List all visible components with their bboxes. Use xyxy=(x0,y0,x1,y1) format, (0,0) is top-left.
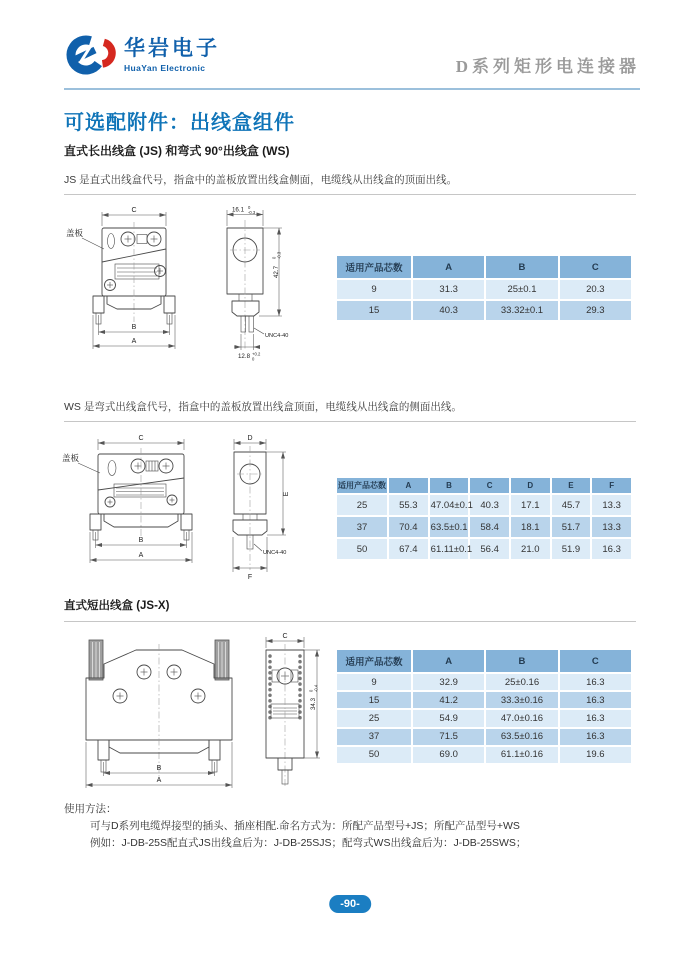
table-jsx xyxy=(335,648,633,765)
table-cell: 47.0±0.16 xyxy=(485,709,558,727)
dim-height-tol-lo: -0.4 xyxy=(313,684,319,692)
dim-c-label: C xyxy=(131,207,137,214)
dim-foot-tol-lo: 0 xyxy=(252,356,255,362)
dim-a-label: A xyxy=(131,338,137,345)
cover-plate-label: 盖板 xyxy=(66,228,84,238)
brand-name-en: HuaYan Electronic xyxy=(124,62,206,73)
table-cell: 25 xyxy=(336,709,412,727)
dim-height-value: 42.7 xyxy=(273,265,280,279)
table-cell: 16.3 xyxy=(591,538,632,560)
table-cell: 40.3 xyxy=(469,494,510,516)
page-number-badge: -90- xyxy=(329,895,371,913)
table-cell: 63.5±0.16 xyxy=(485,728,558,746)
js-description: JS 是直式出线盒代号，指盒中的盖板放置出线盒侧面，电缆线从出线盒的顶面出线。 xyxy=(64,172,636,195)
ws-description: WS 是弯式出线盒代号，指盒中的盖板放置出线盒顶面，电缆线从出线盒的侧面出线。 xyxy=(64,399,636,422)
table-cell: 71.5 xyxy=(412,728,485,746)
table-cell: 25±0.16 xyxy=(485,673,558,691)
table-cell: 40.3 xyxy=(412,300,485,321)
dim-width-tol-hi: 0 xyxy=(248,204,251,210)
column-header: A xyxy=(412,649,485,673)
column-header: C xyxy=(469,477,510,494)
table-row xyxy=(336,516,632,538)
table-cell: 18.1 xyxy=(510,516,551,538)
table-cell: 37 xyxy=(336,516,388,538)
table-js xyxy=(335,254,633,322)
table-row xyxy=(336,279,632,300)
dim-width-tol-lo: -0.3 xyxy=(248,209,256,215)
table-cell: 9 xyxy=(336,279,412,300)
js-dimension-table xyxy=(335,254,633,322)
column-header: B xyxy=(485,649,558,673)
jsx-dimension-table xyxy=(335,648,633,765)
column-header: B xyxy=(429,477,470,494)
table-cell: 51.7 xyxy=(551,516,592,538)
column-header: 适用产品芯数 xyxy=(336,255,412,279)
table-cell: 69.0 xyxy=(412,746,485,764)
column-header: B xyxy=(485,255,558,279)
table-row xyxy=(336,691,632,709)
table-cell: 32.9 xyxy=(412,673,485,691)
table-cell: 16.3 xyxy=(559,691,632,709)
table-cell: 61.11±0.1 xyxy=(429,538,470,560)
table-row xyxy=(336,728,632,746)
table-row xyxy=(336,673,632,691)
brand-name-cn: 华岩电子 xyxy=(124,37,220,61)
table-cell: 25 xyxy=(336,494,388,516)
jsx-outlet-box-drawing xyxy=(58,628,330,796)
table-cell: 17.1 xyxy=(510,494,551,516)
table-cell: 15 xyxy=(336,300,412,321)
table-cell: 47.04±0.1 xyxy=(429,494,470,516)
dim-c-label: C xyxy=(138,435,144,442)
section-subtitle: 直式长出线盒 (JS) 和弯式 90°出线盒 (WS) xyxy=(64,144,290,158)
table-cell: 61.1±0.16 xyxy=(485,746,558,764)
table-cell: 16.3 xyxy=(559,709,632,727)
usage-line-2: 例如：J-DB-25S配直式JS出线盒后为：J-DB-25SJS；配弯式WS出线盒后为：J-DB-25SWS； xyxy=(90,837,527,849)
section-title: 可选配附件：出线盒组件 xyxy=(64,112,295,134)
table-cell: 31.3 xyxy=(412,279,485,300)
table-cell: 51.9 xyxy=(551,538,592,560)
cover-plate-label: 盖板 xyxy=(62,453,80,463)
dim-b-label: B xyxy=(131,324,137,331)
dim-height-tol-lo: -0.3 xyxy=(276,251,282,259)
brand-text xyxy=(124,37,220,72)
table-cell: 25±0.1 xyxy=(485,279,558,300)
table-cell: 20.3 xyxy=(559,279,632,300)
table-cell: 56.4 xyxy=(469,538,510,560)
dim-height-value: 34.3 xyxy=(310,697,317,711)
table-cell: 50 xyxy=(336,746,412,764)
table-ws xyxy=(335,476,633,561)
dim-a-label: A xyxy=(156,777,162,784)
document-title: D系列矩形电连接器 xyxy=(455,57,640,76)
header-logo xyxy=(64,32,220,78)
table-row xyxy=(336,709,632,727)
table-cell: 54.9 xyxy=(412,709,485,727)
column-header: C xyxy=(559,255,632,279)
dim-d-label: D xyxy=(247,435,253,442)
table-cell: 13.3 xyxy=(591,516,632,538)
column-header: 适用产品芯数 xyxy=(336,649,412,673)
dim-height-tol-hi: 0 xyxy=(308,689,314,692)
usage-title: 使用方法： xyxy=(64,803,117,815)
column-header: F xyxy=(591,477,632,494)
dim-a-label: A xyxy=(138,552,144,559)
table-cell: 58.4 xyxy=(469,516,510,538)
table-cell: 16.3 xyxy=(559,673,632,691)
table-cell: 50 xyxy=(336,538,388,560)
usage-line-1: 可与D系列电缆焊接型的插头、插座相配.命名方式为：所配产品型号+JS；所配产品型号+WS xyxy=(90,820,520,832)
column-header: D xyxy=(510,477,551,494)
table-row xyxy=(336,494,632,516)
thread-label: UNC4-40 xyxy=(263,550,287,556)
usage-notes xyxy=(64,801,526,852)
dim-e-label: E xyxy=(283,491,290,497)
column-header: 适用产品芯数 xyxy=(336,477,388,494)
table-cell: 13.3 xyxy=(591,494,632,516)
js-outlet-box-drawing xyxy=(58,198,330,376)
table-cell: 70.4 xyxy=(388,516,429,538)
table-cell: 41.2 xyxy=(412,691,485,709)
column-header: E xyxy=(551,477,592,494)
table-cell: 33.3±0.16 xyxy=(485,691,558,709)
dim-foot-value: 12.8 xyxy=(237,353,251,360)
dim-b-label: B xyxy=(156,765,162,772)
dim-height-tol-hi: 0 xyxy=(271,256,277,259)
thread-label: UNC4-40 xyxy=(265,333,289,339)
table-cell: 15 xyxy=(336,691,412,709)
table-cell: 45.7 xyxy=(551,494,592,516)
ws-outlet-box-drawing xyxy=(58,430,330,582)
table-row xyxy=(336,538,632,560)
column-header: A xyxy=(388,477,429,494)
table-row xyxy=(336,300,632,321)
table-cell: 21.0 xyxy=(510,538,551,560)
header-divider xyxy=(64,88,640,90)
dim-c-label: C xyxy=(282,633,288,640)
table-cell: 67.4 xyxy=(388,538,429,560)
column-header: C xyxy=(559,649,632,673)
table-cell: 55.3 xyxy=(388,494,429,516)
table-cell: 37 xyxy=(336,728,412,746)
table-cell: 19.6 xyxy=(559,746,632,764)
column-header: A xyxy=(412,255,485,279)
dim-f-label: F xyxy=(247,574,253,581)
table-cell: 33.32±0.1 xyxy=(485,300,558,321)
dim-width-value: 16.1 xyxy=(231,206,245,214)
table-cell: 63.5±0.1 xyxy=(429,516,470,538)
dim-foot-tol-hi: +0.2 xyxy=(252,351,261,357)
table-row xyxy=(336,746,632,764)
jsx-section-title: 直式短出线盒 (JS-X) xyxy=(64,597,636,622)
table-cell: 9 xyxy=(336,673,412,691)
ws-dimension-table xyxy=(335,476,633,561)
huayan-logo-icon xyxy=(64,32,116,78)
table-cell: 16.3 xyxy=(559,728,632,746)
table-cell: 29.3 xyxy=(559,300,632,321)
dim-b-label: B xyxy=(138,537,144,544)
